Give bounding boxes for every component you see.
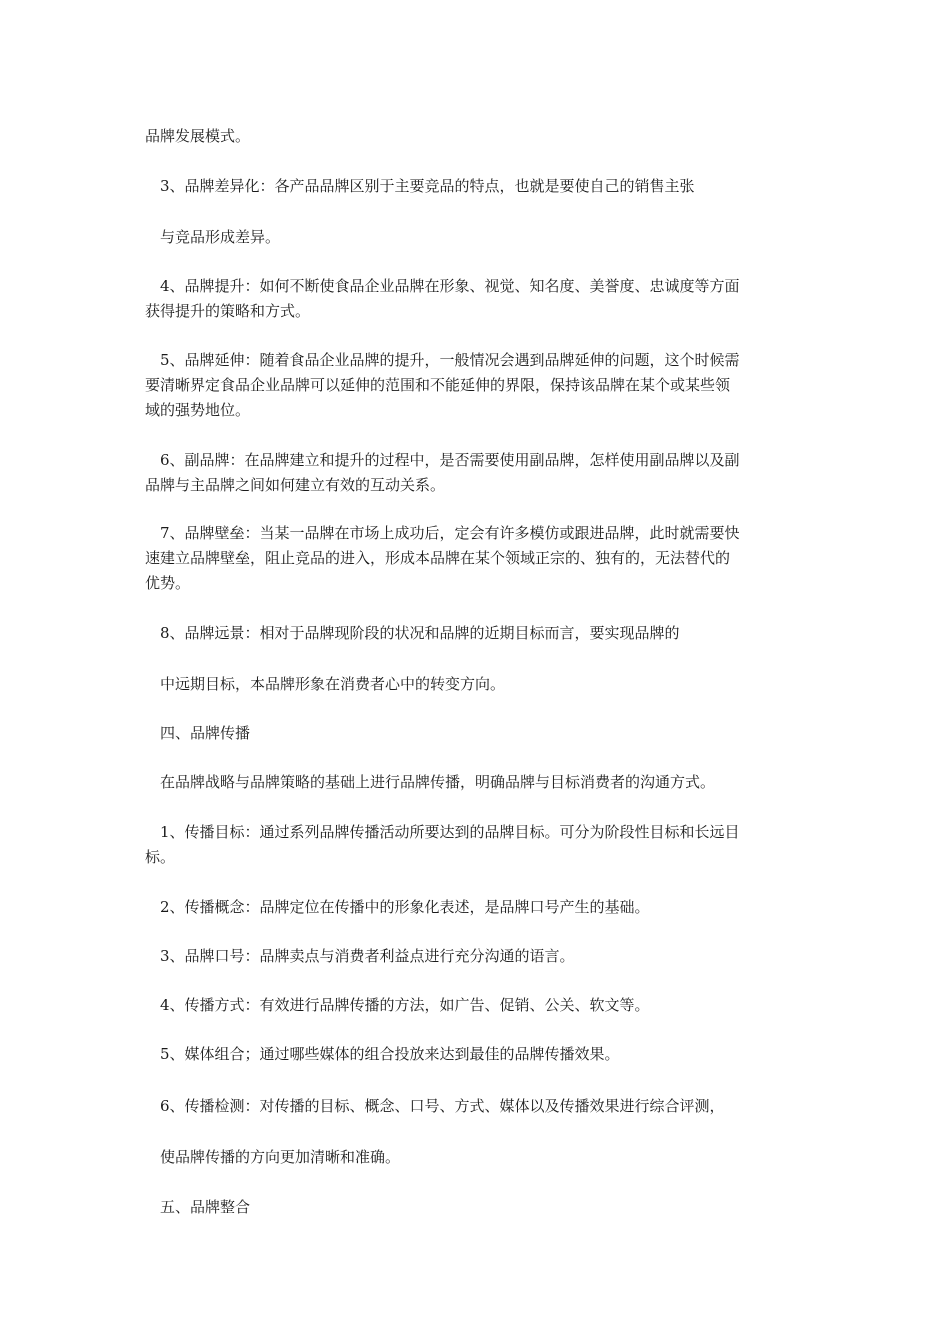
text-line: 6、副品牌：在品牌建立和提升的过程中，是否需要使用副品牌，怎样使用副品牌以及副: [160, 451, 740, 469]
text-line: 7、品牌壁垒：当某一品牌在市场上成功后，定会有许多模仿或跟进品牌，此时就需要快: [160, 524, 740, 542]
text-line: 4、传播方式：有效进行品牌传播的方法，如广告、促销、公关、软文等。: [160, 996, 650, 1014]
text-line: 使品牌传播的方向更加清晰和准确。: [160, 1148, 401, 1166]
text-line: 品牌与主品牌之间如何建立有效的互动关系。: [145, 476, 446, 494]
text-line: 8、品牌远景：相对于品牌现阶段的状况和品牌的近期目标而言，要实现品牌的: [160, 624, 680, 642]
text-line: 在品牌战略与品牌策略的基础上进行品牌传播，明确品牌与目标消费者的沟通方式。: [160, 773, 716, 791]
section-heading: 四、品牌传播: [160, 724, 251, 742]
text-line: 要清晰界定食品企业品牌可以延伸的范围和不能延伸的界限，保持该品牌在某个或某些领: [145, 376, 731, 394]
text-line: 与竞品形成差异。: [160, 228, 281, 246]
text-line: 3、品牌口号：品牌卖点与消费者利益点进行充分沟通的语言。: [160, 947, 575, 965]
text-line: 5、品牌延伸：随着食品企业品牌的提升，一般情况会遇到品牌延伸的问题，这个时候需: [160, 351, 740, 369]
text-line: 速建立品牌壁垒，阻止竞品的进入，形成本品牌在某个领域正宗的、独有的，无法替代的: [145, 549, 731, 567]
text-line: 标。: [145, 848, 176, 866]
text-line: 中远期目标，本品牌形象在消费者心中的转变方向。: [160, 675, 506, 693]
text-line: 优势。: [145, 574, 191, 592]
text-line: 5、媒体组合；通过哪些媒体的组合投放来达到最佳的品牌传播效果。: [160, 1045, 620, 1063]
text-line: 3、品牌差异化：各产品品牌区别于主要竞品的特点，也就是要使自己的销售主张: [160, 177, 695, 195]
text-line: 6、传播检测：对传播的目标、概念、口号、方式、媒体以及传播效果进行综合评测，: [160, 1097, 725, 1115]
text-line: 4、品牌提升：如何不断使食品企业品牌在形象、视觉、知名度、美誉度、忠诚度等方面: [160, 277, 740, 295]
text-line: 品牌发展模式。: [145, 127, 251, 145]
text-line: 2、传播概念：品牌定位在传播中的形象化表述，是品牌口号产生的基础。: [160, 898, 650, 916]
text-line: 1、传播目标：通过系列品牌传播活动所要达到的品牌目标。可分为阶段性目标和长远目: [160, 823, 740, 841]
text-line: 获得提升的策略和方式。: [145, 302, 311, 320]
section-heading: 五、品牌整合: [160, 1198, 251, 1216]
text-line: 域的强势地位。: [145, 401, 251, 419]
